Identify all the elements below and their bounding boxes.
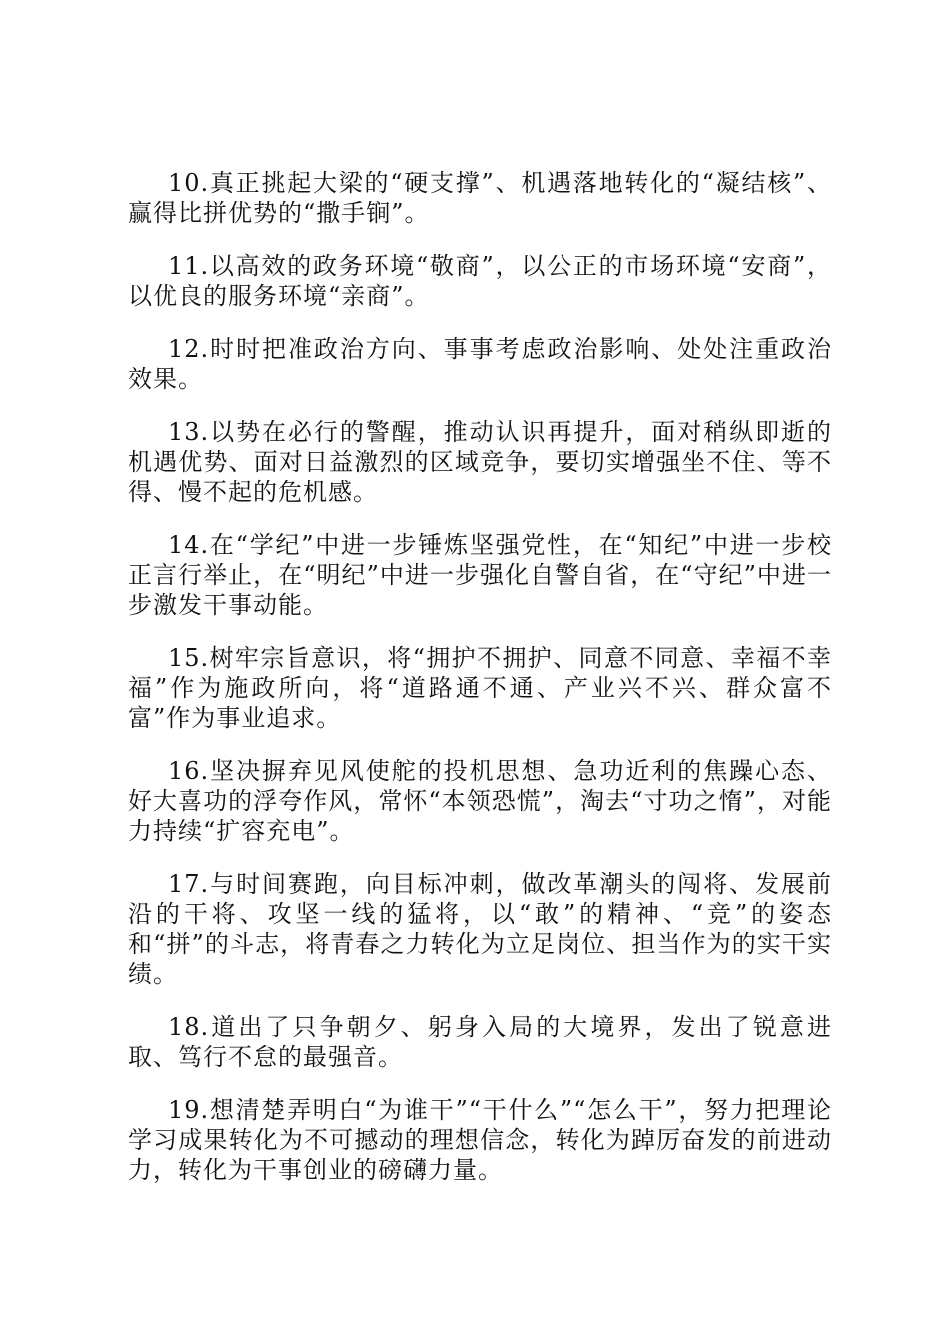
paragraph-15: 15.树牢宗旨意识，将“拥护不拥护、同意不同意、幸福不幸福”作为施政所向，将“道路通不通、产业兴不兴、群众富不富”作为事业追求。 [128, 644, 832, 732]
paragraph-17: 17.与时间赛跑，向目标冲刺，做改革潮头的闯将、发展前沿的干将、攻坚一线的猛将，以“敢”的精神、“竞”的姿态和“拼”的斗志，将青春之力转化为立足岗位、担当作为的实干实绩。 [128, 870, 832, 988]
paragraph-11: 11.以高效的政务环境“敬商”，以公正的市场环境“安商”，以优良的服务环境“亲商”。 [128, 252, 832, 310]
document-body [128, 168, 832, 1208]
paragraph-19: 19.想清楚弄明白“为谁干”“干什么”“怎么干”，努力把理论学习成果转化为不可撼动的理想信念，转化为踔厉奋发的前进动力，转化为干事创业的磅礴力量。 [128, 1096, 832, 1184]
paragraph-14: 14.在“学纪”中进一步锤炼坚强党性，在“知纪”中进一步校正言行举止，在“明纪”中进一步强化自警自省，在“守纪”中进一步激发干事动能。 [128, 531, 832, 619]
paragraph-18: 18.道出了只争朝夕、躬身入局的大境界，发出了锐意进取、笃行不怠的最强音。 [128, 1013, 832, 1071]
paragraph-10: 10.真正挑起大梁的“硬支撑”、机遇落地转化的“凝结核”、赢得比拼优势的“撒手锏”。 [128, 169, 832, 227]
paragraph-13: 13.以势在必行的警醒，推动认识再提升，面对稍纵即逝的机遇优势、面对日益激烈的区域竞争，要切实增强坐不住、等不得、慢不起的危机感。 [128, 418, 832, 506]
paragraph-16: 16.坚决摒弃见风使舵的投机思想、急功近利的焦躁心态、好大喜功的浮夸作风，常怀“本领恐慌”，淘去“寸功之惰”，对能力持续“扩容充电”。 [128, 757, 832, 845]
paragraph-12: 12.时时把准政治方向、事事考虑政治影响、处处注重政治效果。 [128, 335, 832, 393]
